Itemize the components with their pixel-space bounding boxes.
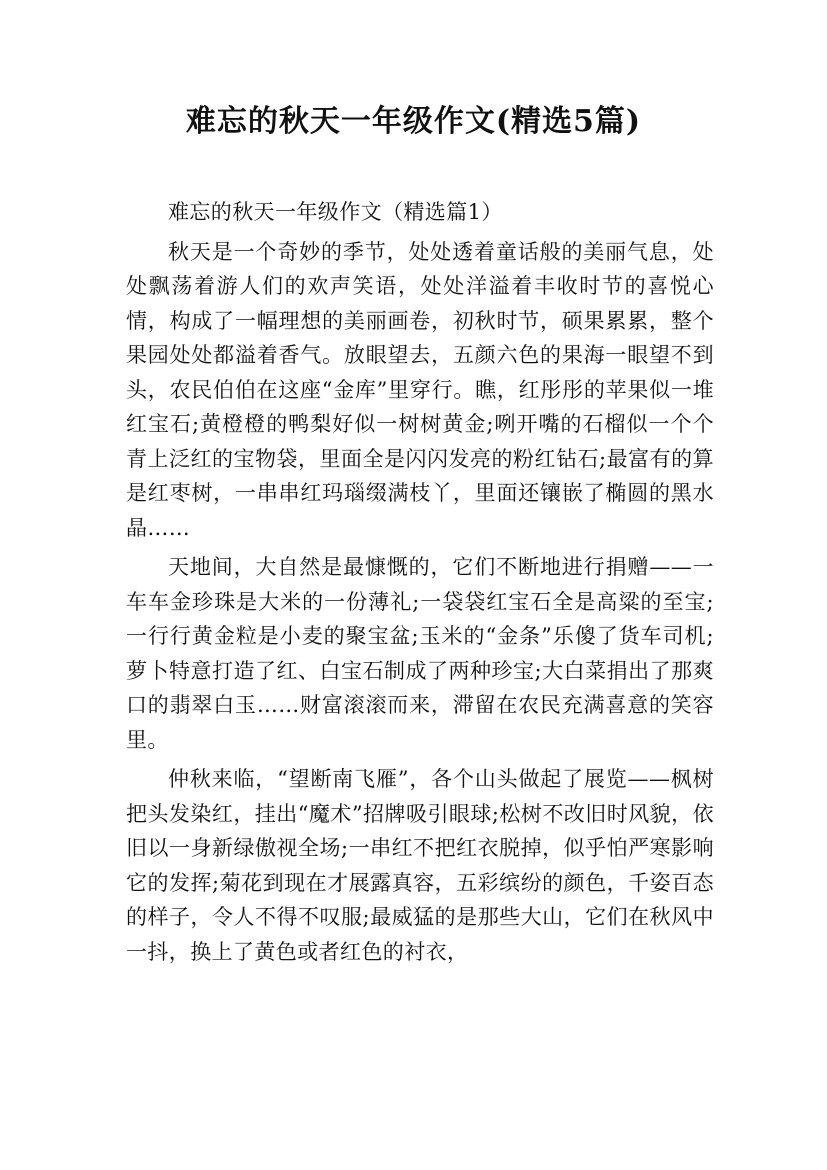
document-body	[126, 195, 714, 969]
paragraph-1: 秋天是一个奇妙的季节，处处透着童话般的美丽气息，处处飘荡着游人们的欢声笑语，处处洋溢着丰收时节的喜悦心情，构成了一幅理想的美丽画卷，初秋时节，硕果累累，整个果园处处都溢着香气。放眼望去，五颜六色的果海一眼望不到头，农民伯伯在这座“金库”里穿行。瞧，红彤彤的苹果似一堆红宝石;黄橙橙的鸭梨好似一树树黄金;咧开嘴的石榴似一个个青上泛红的宝物袋，里面全是闪闪发亮的粉红钻石;最富有的算是红枣树，一串串红玛瑙缀满枝丫，里面还镶嵌了椭圆的黑水晶……	[126, 239, 714, 540]
section-heading: 难忘的秋天一年级作文（精选篇1）	[168, 200, 503, 224]
paragraph-2: 天地间，大自然是最慷慨的，它们不断地进行捐赠——一车车金珍珠是大米的一份薄礼;一袋袋红宝石全是高粱的至宝;一行行黄金粒是小麦的聚宝盆;玉米的“金条”乐傻了货车司机;萝卜特意打造了红、白宝石制成了两种珍宝;大白菜捐出了那爽口的翡翠白玉……财富滚滚而来，滞留在农民充满喜意的笑容里。	[126, 555, 714, 752]
paragraph-3: 仲秋来临，“望断南飞雁”，各个山头做起了展览——枫树把头发染红，挂出“魔术”招牌吸引眼球;松树不改旧时风貌，依旧以一身新绿傲视全场;一串红不把红衣脱掉，似乎怕严寒影响它的发挥;菊花到现在才展露真容，五彩缤纷的颜色，千姿百态的样子，令人不得不叹服;最威猛的是那些大山，它们在秋风中一抖，换上了黄色或者红色的衬衣，	[126, 767, 714, 964]
document-title: 难忘的秋天一年级作文(精选5篇)	[185, 104, 642, 139]
